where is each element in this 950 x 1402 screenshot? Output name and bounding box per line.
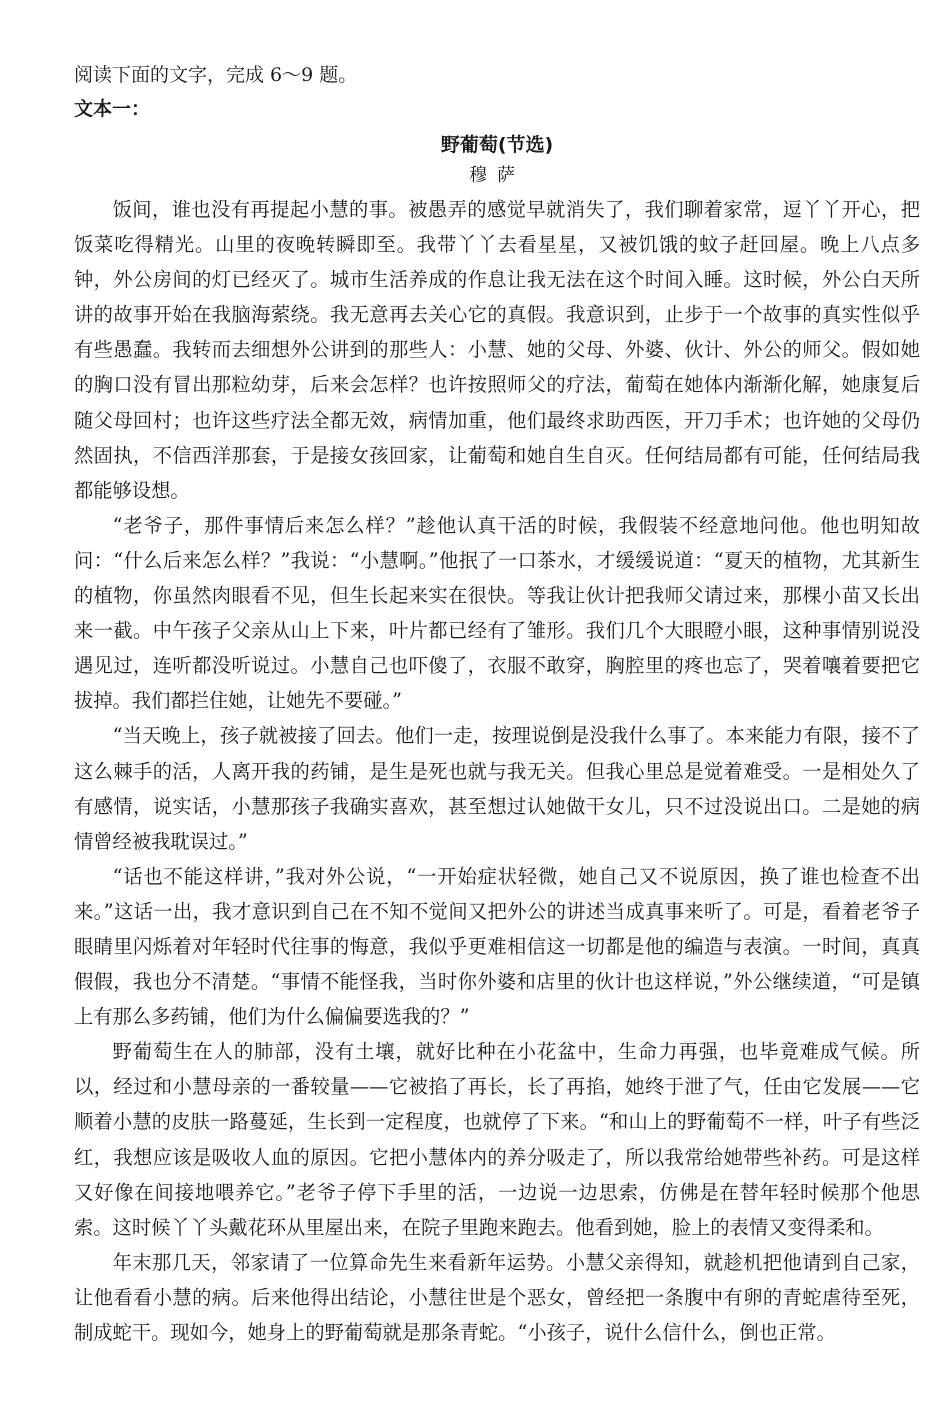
paragraph: “当天晚上，孩子就被接了回去。他们一走，按理说倒是没我什么事了。本来能力有限，接不了这么棘手的活，人离开我的药铺，是生是死也就与我无关。但我心里总是觉着难受。一是相处久了有感情，说实话，小慧那孩子我确实喜欢，甚至想过认她做干女儿，只不过没说出口。二是她的病情曾经被我耽误过。” <box>74 724 920 853</box>
paragraph: “老爷子，那件事情后来怎么样？”趁他认真干活的时候，我假装不经意地问他。他也明知故问：“什么后来怎么样？”我说：“小慧啊。”他抿了一口茶水，才缓缓说道：“夏天的植物，尤其新生的植物，你虽然肉眼看不见，但生长起来实在很快。等我让伙计把我师父请过来，那棵小苗又长出来一截。中午孩子父亲从山上下来，叶片都已经有了雏形。我们几个大眼瞪小眼，这种事情别说没遇见过，连听都没听说过。小慧自己也吓傻了，衣服不敢穿，胸腔里的疼也忘了，哭着嚷着要把它拔掉。我们都拦住她，让她先不要碰。” <box>74 513 920 713</box>
section-label: 文本一： <box>74 98 151 120</box>
paragraph: 野葡萄生在人的肺部，没有土壤，就好比种在小花盆中，生命力再强，也毕竟难成气候。所以，经过和小慧母亲的一番较量——它被掐了再长，长了再掐，她终于泄了气，任由它发展——它顺着小慧的皮肤一路蔓延，生长到一定程度，也就停了下来。“和山上的野葡萄不一样，叶子有些泛红，我想应该是吸收人血的原因。它把小慧体内的养分吸走了，所以我常给她带些补药。可是这样又好像在间接地喂养它。”老爷子停下手里的活，一边说一边思索，仿佛是在替年轻时候那个他思索。这时候丫丫头戴花环从里屋出来，在院子里跑来跑去。他看到她，脸上的表情又变得柔和。 <box>74 1040 920 1239</box>
paragraph: 饭间，谁也没有再提起小慧的事。被愚弄的感觉早就消失了，我们聊着家常，逗丫丫开心，把饭菜吃得精光。山里的夜晚转瞬即至。我带丫丫去看星星，又被饥饿的蚊子赶回屋。晚上八点多钟，外公房间的灯已经灭了。城市生活养成的作息让我无法在这个时间入睡。这时候，外公白天所讲的故事开始在我脑海萦绕。我无意再去关心它的真假。我意识到，止步于一个故事的真实性似乎有些愚蠢。我转而去细想外公讲到的那些人：小慧、她的父母、外婆、伙计、外公的师父。假如她的胸口没有冒出那粒幼芽，后来会怎样？也许按照师父的疗法，葡萄在她体内渐渐化解，她康复后随父母回村；也许这些疗法全都无效，病情加重，他们最终求助西医，开刀手术；也许她的父母仍然固执，不信西洋那套，于是接女孩回家，让葡萄和她自生自灭。任何结局都有可能，任何结局我都能够设想。 <box>74 198 920 502</box>
article-author: 穆萨 <box>469 165 525 186</box>
question-instruction: 阅读下面的文字，完成 6～9 题。 <box>74 64 358 86</box>
paragraph: 年末那几天，邻家请了一位算命先生来看新年运势。小慧父亲得知，就趁机把他请到自己家，让他看看小慧的病。后来他得出结论，小慧往世是个恶女，曾经把一条腹中有卵的青蛇虐待至死，制成蛇干。现如今，她身上的野葡萄就是那条青蛇。“小孩子，说什么信什么，倒也正常。 <box>74 1250 920 1344</box>
paragraph: “话也不能这样讲，”我对外公说，“一开始症状轻微，她自己又不说原因，换了谁也检查不出来。”这话一出，我才意识到自己在不知不觉间又把外公的讲述当成真事来听了。可是，看着老爷子眼睛里闪烁着对年轻时代往事的悔意，我似乎更难相信这一切都是他的编造与表演。一时间，真真假假，我也分不清楚。“事情不能怪我，当时你外婆和店里的伙计也这样说，”外公继续道，“可是镇上有那么多药铺，他们为什么偏偏要选我的？” <box>74 864 920 1029</box>
article-body <box>74 192 920 1350</box>
article-title: 野葡萄(节选) <box>440 134 554 156</box>
document-page <box>74 58 920 1350</box>
